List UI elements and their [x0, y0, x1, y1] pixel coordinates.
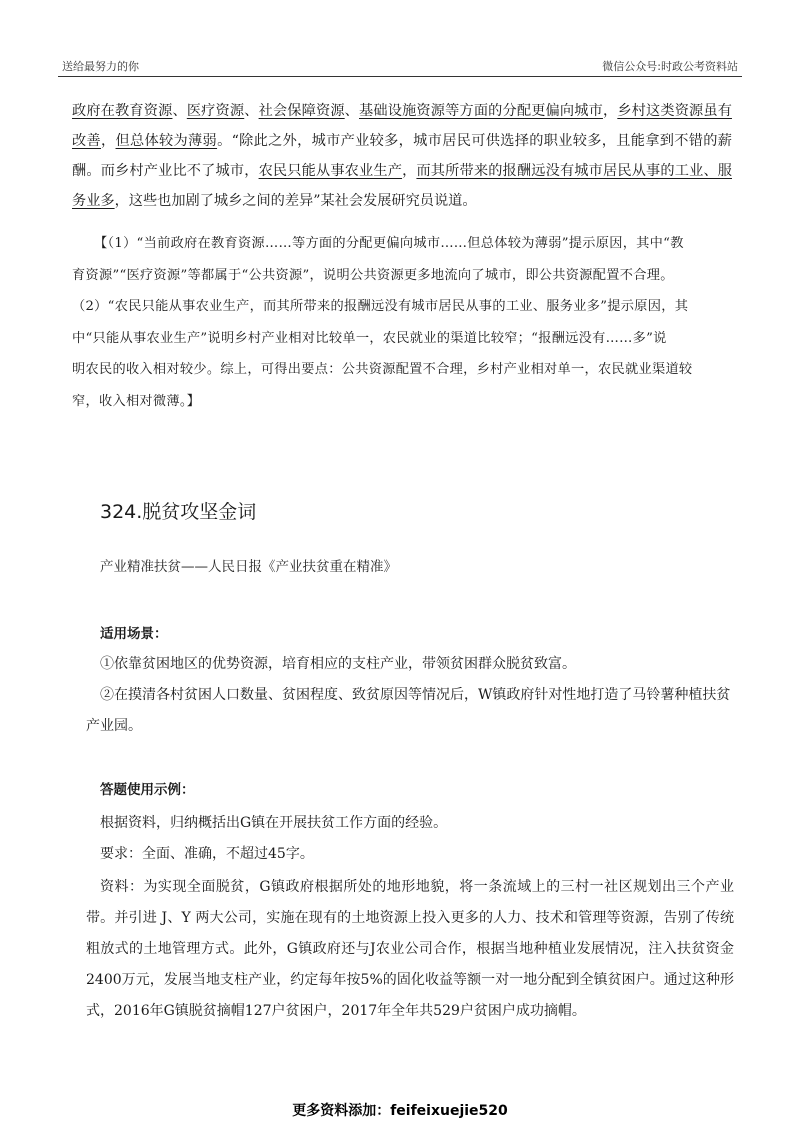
underlined-phrase: 但总体较为薄弱 [115, 133, 218, 149]
text-run: 。“除此之外，城市产业较多，城市居民可供选择的职业较多，且能拿到不错的薪酬。而乡村产业比不了城市， [72, 133, 732, 179]
text-run: ， [101, 133, 116, 149]
example-label: 答题使用示例： [100, 782, 195, 798]
scene-item-2: ②在摸清各村贫困人口数量、贫困程度、致贫原因等情况后，W镇政府针对性地打造了马铃薯种植扶贫产业园。 [86, 687, 731, 734]
header-left-text: 送给最努力的你 [62, 60, 139, 73]
text-run: 、 [172, 103, 187, 119]
analysis-line: 育资源”“医疗资源”等都属于“公共资源”，说明公共资源更多地流向了城市，即公共资源配置不合理。 [72, 267, 674, 283]
section-subtitle: 产业精准扶贫——人民日报《产业扶贫重在精准》 [100, 559, 397, 575]
text-run: ， [402, 163, 417, 179]
underlined-phrase: 乡村这类资源虽有改善 [72, 103, 732, 149]
analysis-line: （2）“农民只能从事农业生产，而其所带来的报酬远没有城市居民从事的工业、服务业多”提示原因，其 [72, 299, 689, 314]
example-requirement: 要求：全面、准确，不超过45字。 [100, 846, 314, 862]
underlined-phrase: 医疗资源 [186, 103, 245, 119]
section-title: 324.脱贫攻坚金词 [100, 501, 257, 523]
page-header [58, 56, 742, 77]
example-question: 根据资料，归纳概括出G镇在开展扶贫工作方面的经验。 [100, 815, 448, 831]
scene-item-1: ①依靠贫困地区的优势资源，培育相应的支柱产业，带领贫困群众脱贫致富。 [100, 656, 576, 672]
example-material: 资料：为实现全面脱贫，G镇政府根据所处的地形地貌，将一条流域上的三村一社区规划出三个产业带。并引进 J、Y 两大公司，实施在现有的土地资源上投入更多的人力、技术和管理等资源，告别了传统粗放式的土地管理方式。此外，G镇政府还与J农业公司合作，根据当地种植业发展情况，注入扶贫资金2400万元，发展当地支柱产业，约定每年按5%的固化收益等额一对一地分配到全镇贫困户。通过这种形式，2016年G镇脱贫摘帽127户贫困户，2017年全年共529户贫困户成功摘帽。 [86, 879, 734, 1019]
text-run: ， [602, 103, 618, 119]
intro-paragraph [72, 96, 732, 216]
scene-label: 适用场景： [100, 626, 168, 642]
analysis-block [72, 228, 734, 417]
analysis-line: 窄，收入相对微薄。】 [72, 393, 201, 409]
underlined-phrase: 基础设施资源等方面的分配更偏向城市 [359, 103, 603, 119]
underlined-phrase: 社会保障资源 [258, 103, 345, 119]
text-run: ，这些也加剧了城乡之间的差异”某社会发展研究员说道。 [114, 193, 477, 209]
analysis-line: 【（1）“当前政府在教育资源……等方面的分配更偏向城市……但总体较为薄弱”提示原因，其中“教 [94, 236, 684, 251]
underlined-phrase: 政府在教育资源 [72, 103, 173, 119]
page-footer: 更多资料添加：feifeixuejie520 [292, 1103, 508, 1119]
underlined-phrase: 农民只能从事农业生产 [258, 163, 403, 179]
underlined-phrase: 而其所带来的报酬远没有城市居民从事的工业、服务业多 [72, 163, 732, 209]
text-run: 、 [244, 103, 259, 119]
analysis-line: 中“只能从事农业生产”说明乡村产业相对比较单一，农民就业的渠道比较窄；“报酬远没有……多”说 [72, 330, 667, 346]
header-right-text: 微信公众号:时政公考资料站 [602, 60, 738, 73]
analysis-line: 明农民的收入相对较少。综上，可得出要点：公共资源配置不合理，乡村产业相对单一，农民就业渠道较 [72, 362, 693, 377]
text-run: 、 [344, 103, 360, 119]
